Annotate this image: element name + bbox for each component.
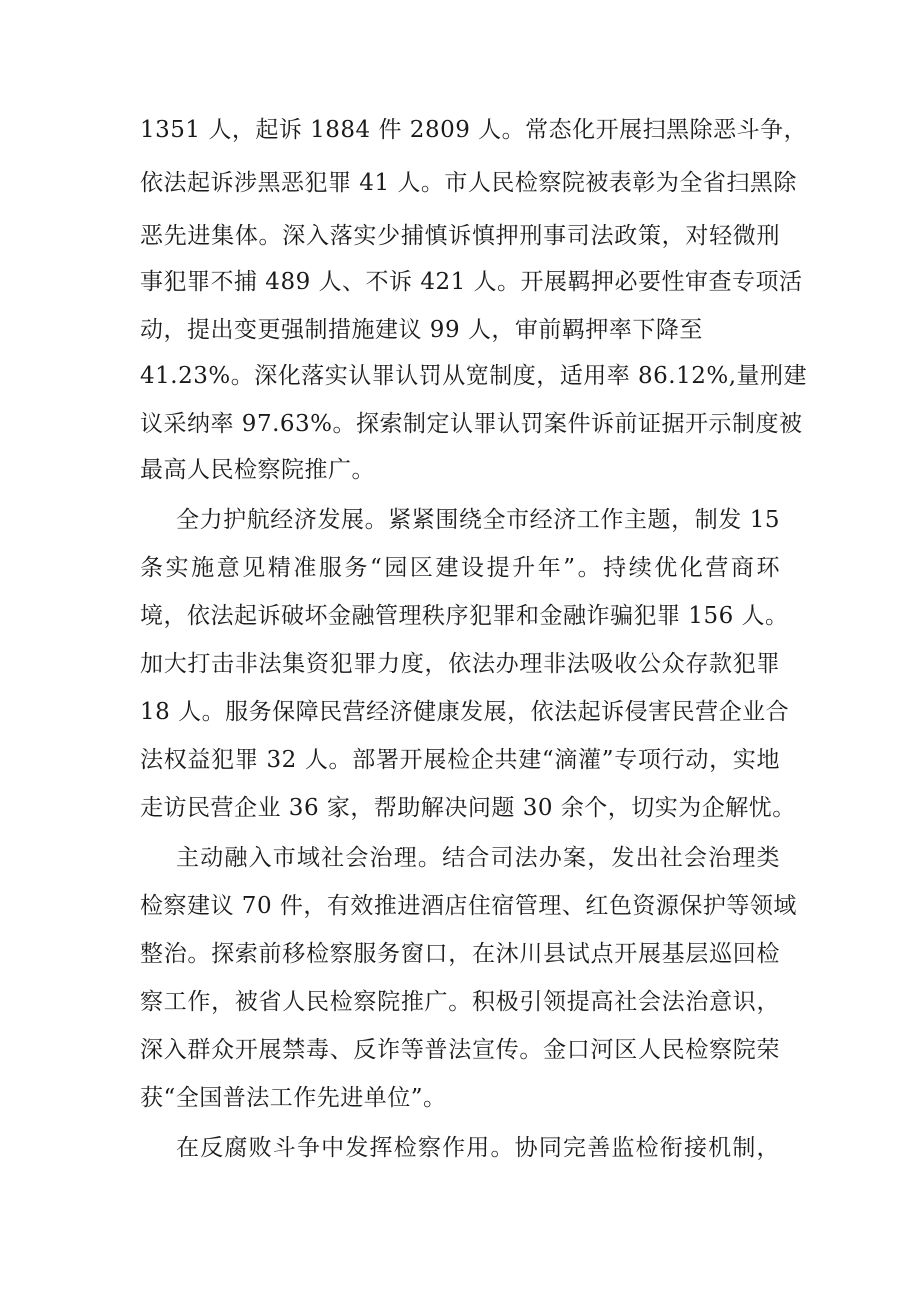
text-line: 41.23%。深化落实认罪认罚从宽制度，适用率 86.12%,量刑建 [140,363,808,389]
paragraph-first-line: 在反腐败斗争中发挥检察作用。协同完善监检衔接机制， [176,1135,780,1161]
text-line: 最高人民检察院推广。 [140,457,375,483]
text-line: 条实施意见精准服务“园区建设提升年”。持续优化营商环 [140,555,780,581]
text-line: 18 人。服务保障民营经济健康发展，依法起诉侵害民营企业合 [140,699,790,725]
text-line: 议采纳率 97.63%。探索制定认罪认罚案件诉前证据开示制度被 [140,411,803,437]
text-line: 整治。探索前移检察服务窗口，在沐川县试点开展基层巡回检 [140,941,780,967]
text-line: 加大打击非法集资犯罪力度，依法办理非法吸收公众存款犯罪 [140,651,780,677]
text-line: 依法起诉涉黑恶犯罪 41 人。市人民检察院被表彰为全省扫黑除 [140,170,797,196]
text-line: 恶先进集体。深入落实少捕慎诉慎押刑事司法政策，对轻微刑 [140,223,780,249]
text-line: 境，依法起诉破坏金融管理秩序犯罪和金融诈骗犯罪 156 人。 [140,603,789,629]
text-line: 察工作，被省人民检察院推广。积极引领提高社会法治意识， [140,989,780,1015]
text-line: 检察建议 70 件，有效推进酒店住宿管理、红色资源保护等领域 [140,893,797,919]
paragraph-first-line: 主动融入市域社会治理。结合司法办案，发出社会治理类 [176,845,780,871]
text-line: 获“全国普法工作先进单位”。 [140,1085,447,1111]
text-line: 动，提出变更强制措施建议 99 人，审前羁押率下降至 [140,317,703,343]
text-line: 走访民营企业 36 家，帮助解决问题 30 余个，切实为企解忧。 [140,795,796,821]
text-line: 事犯罪不捕 489 人、不诉 421 人。开展羁押必要性审查专项活 [140,269,803,295]
text-line: 1351 人，起诉 1884 件 2809 人。常态化开展扫黑除恶斗争， [140,117,808,143]
text-line: 深入群众开展禁毒、反诈等普法宣传。金口河区人民检察院荣 [140,1037,780,1063]
text-line: 法权益犯罪 32 人。部署开展检企共建“滴灌”专项行动，实地 [140,747,780,773]
paragraph-first-line: 全力护航经济发展。紧紧围绕全市经济工作主题，制发 15 [176,507,780,533]
